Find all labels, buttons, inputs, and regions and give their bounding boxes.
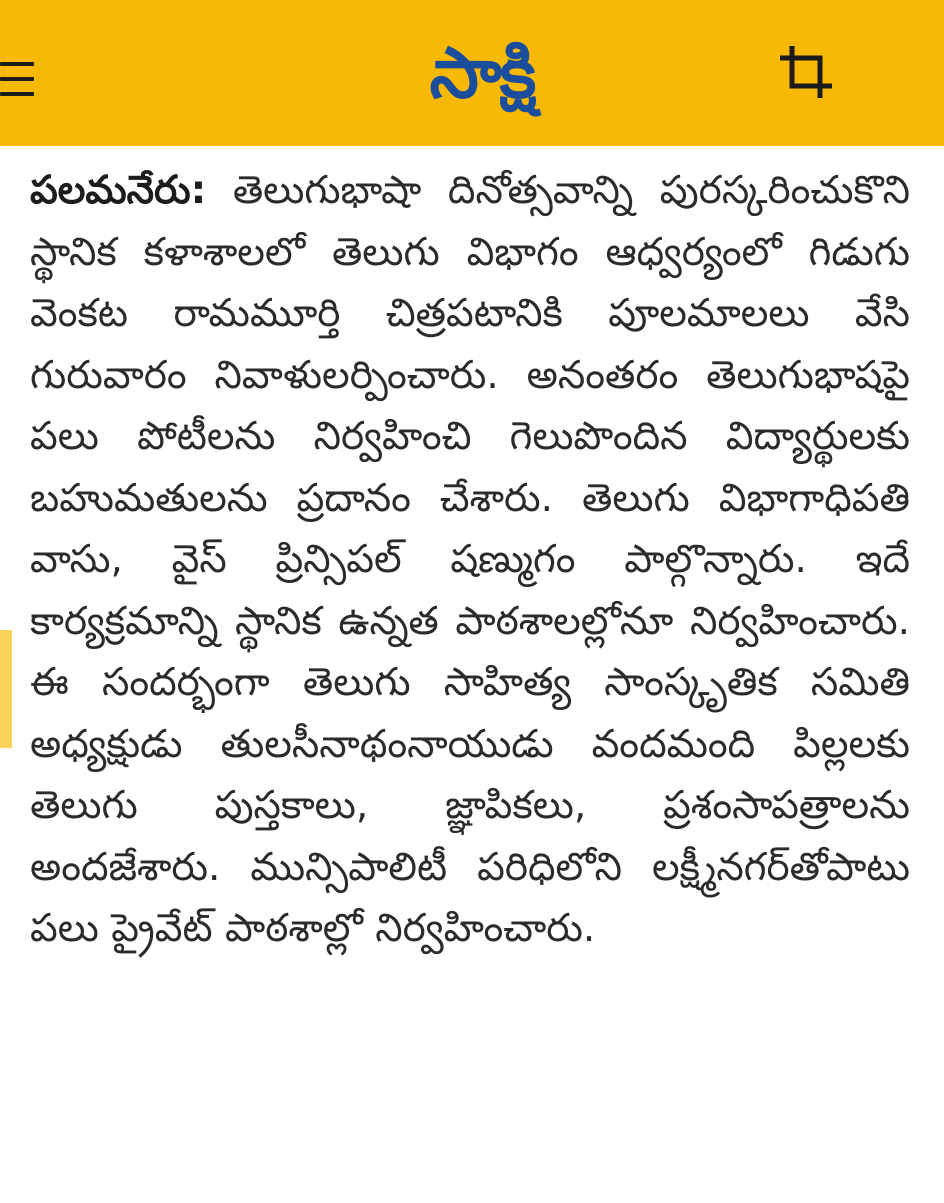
article-body xyxy=(30,160,910,960)
sakshi-logo[interactable] xyxy=(372,18,592,128)
menu-bar xyxy=(0,77,34,81)
dateline: పలమనేరు: xyxy=(30,168,207,213)
logo-text: సాక్షి xyxy=(429,32,535,114)
menu-bar xyxy=(0,92,34,96)
hamburger-menu-icon[interactable] xyxy=(0,62,36,96)
crop-icon[interactable] xyxy=(778,44,834,100)
crop-icon-graphic xyxy=(778,44,834,100)
app-header xyxy=(0,0,944,146)
side-marker xyxy=(0,630,12,748)
article-paragraph xyxy=(30,160,910,960)
menu-bar xyxy=(0,62,34,66)
article-text: తెలుగుభాషా దినోత్సవాన్ని పురస్కరించుకొని స్థానిక కళాశాలలో తెలుగు విభాగం ఆధ్వర్యంలో గిడుగు వెంకట రామమూర్తి చిత్రపటానికి పూలమాలలు వేసి గురువారం నివాళులర్పించారు. అనంతరం తెలుగుభాషపై పలు పోటీలను నిర్వహించి గెలుపొందిన విద్యార్థులకు బహుమతులను ప్రదానం చేశారు. తెలుగు విభాగాధిపతి వాసు, వైస్ ప్రిన్సిపల్ షణ్ముగం పాల్గొన్నారు. ఇదే కార్యక్రమాన్ని స్థానిక ఉన్నత పాఠశాలల్లోనూ నిర్వహించారు. ఈ సందర్భంగా తెలుగు సాహిత్య సాంస్కృతిక సమితి అధ్యక్షుడు తులసీనాథంనాయుడు వందమంది పిల్లలకు తెలుగు పుస్తకాలు, జ్ఞాపికలు, ప్రశంసాపత్రాలను అందజేశారు. మున్సిపాలిటీ పరిధిలోని లక్ష్మీనగర్‌తోపాటు పలు ప్రైవేట్ పాఠశాల్లో నిర్వహించారు. xyxy=(30,168,910,951)
